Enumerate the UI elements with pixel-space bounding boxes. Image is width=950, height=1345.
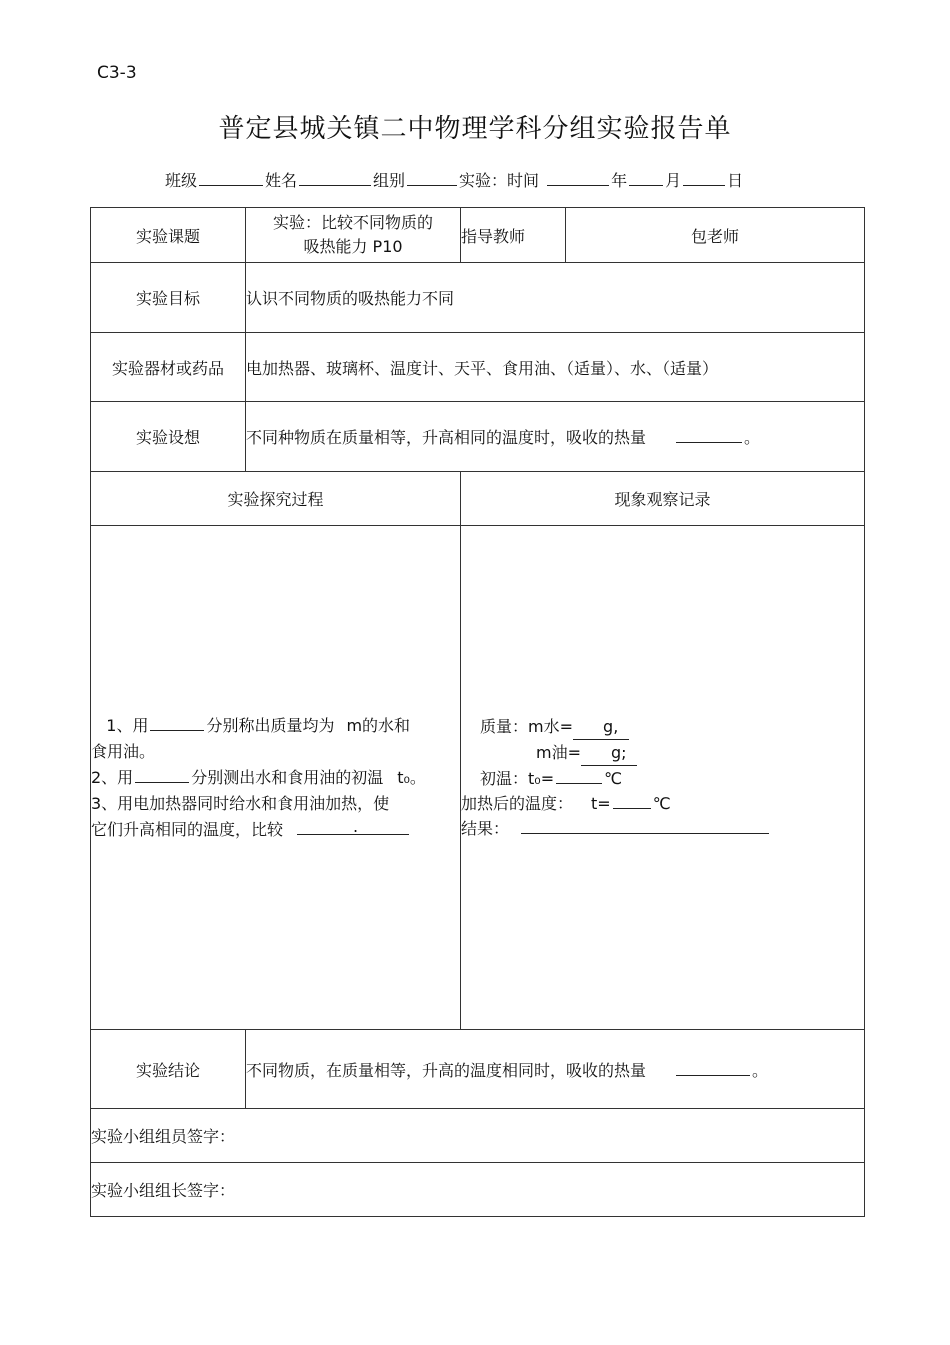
class-field[interactable] — [199, 169, 263, 186]
mass-oil-blank[interactable]: g; — [581, 740, 637, 766]
process-header: 实验探究过程 — [91, 472, 461, 526]
process-cell — [91, 526, 461, 1030]
conclusion-row — [91, 1030, 865, 1109]
topic-line-1: 实验：比较不同物质的 — [273, 213, 434, 232]
name-label: 姓名 — [265, 171, 298, 190]
year-field[interactable] — [547, 169, 609, 186]
class-label: 班级 — [165, 171, 198, 190]
month-field[interactable] — [629, 169, 663, 186]
day-field[interactable] — [683, 169, 725, 186]
conclusion-text: 不同物质，在质量相等，升高的温度相同时，吸收的热量 — [246, 1060, 647, 1080]
init-temp-line: 初温：t₀= ℃ — [480, 769, 623, 788]
after-temp-blank[interactable] — [613, 792, 651, 809]
day-label: 日 — [727, 171, 744, 190]
document-code: C3-3 — [97, 63, 137, 83]
section-header-row — [91, 472, 865, 526]
topic-row — [91, 208, 865, 263]
hypothesis-label: 实验设想 — [91, 402, 246, 472]
init-temp-blank[interactable] — [556, 767, 602, 784]
leader-sign-row — [91, 1163, 865, 1217]
report-table — [90, 207, 865, 1217]
step-1-blank[interactable] — [150, 714, 204, 731]
step-1-line-2: 食用油。 — [91, 741, 156, 761]
info-line — [165, 168, 743, 191]
hypothesis-blank[interactable] — [676, 426, 742, 443]
materials-value: 电加热器、玻璃杯、温度计、天平、食用油、（适量）、水、（适量） — [246, 333, 865, 402]
hypothesis-cell — [246, 402, 865, 472]
conclusion-blank[interactable] — [676, 1059, 750, 1076]
month-label: 月 — [665, 171, 682, 190]
goal-value: 认识不同物质的吸热能力不同 — [246, 263, 865, 333]
experiment-time-label: 实验：时间 — [459, 171, 540, 190]
observe-cell — [461, 526, 865, 1030]
step-2-blank[interactable] — [135, 766, 189, 783]
year-label: 年 — [611, 171, 628, 190]
result-line: 结果： — [461, 816, 864, 841]
observe-header: 现象观察记录 — [461, 472, 865, 526]
goal-row — [91, 263, 865, 333]
step-3-line: 3、用电加热器同时给水和食用油加热，使 — [91, 793, 390, 813]
hypothesis-text: 不同种物质在质量相等，升高相同的温度时，吸收的热量 — [246, 428, 647, 447]
page-title: 普定县城关镇二中物理学科分组实验报告单 — [218, 114, 732, 144]
materials-label: 实验器材或药品 — [91, 333, 246, 402]
step-2-line: 2、用 分别测出水和食用油的初温 t₀。 — [91, 767, 426, 787]
topic-value — [246, 208, 461, 263]
group-label: 组别 — [373, 171, 406, 190]
topic-label: 实验课题 — [91, 208, 246, 263]
step-3-blank[interactable]: . — [297, 818, 409, 835]
name-field[interactable] — [299, 169, 371, 186]
group-field[interactable] — [407, 169, 457, 186]
mass-oil-line: m油= g; — [461, 740, 864, 766]
conclusion-cell — [246, 1030, 865, 1109]
topic-line-2: 吸热能力 P10 — [303, 237, 403, 256]
step-1-line: 1、用 分别称出质量均为 m的水和 — [106, 715, 411, 735]
mass-water-blank[interactable]: g, — [573, 714, 629, 740]
leader-sign-label[interactable]: 实验小组组长签字： — [91, 1163, 865, 1217]
conclusion-label: 实验结论 — [91, 1030, 246, 1109]
result-blank[interactable] — [521, 817, 769, 834]
after-temp-line: 加热后的温度： t= ℃ — [461, 794, 671, 813]
step-3-line-2: 它们升高相同的温度，比较 . — [91, 817, 460, 843]
hypothesis-row — [91, 402, 865, 472]
process-row — [91, 526, 865, 1030]
goal-label: 实验目标 — [91, 263, 246, 333]
hypothesis-end: 。 — [744, 428, 761, 447]
mass-water-line: 质量：m水= g, — [461, 714, 864, 740]
materials-row — [91, 333, 865, 402]
teacher-label: 指导教师 — [461, 208, 566, 263]
conclusion-end: 。 — [752, 1060, 769, 1080]
member-sign-row — [91, 1109, 865, 1163]
member-sign-label[interactable]: 实验小组组员签字： — [91, 1109, 865, 1163]
teacher-value: 包老师 — [566, 208, 865, 263]
